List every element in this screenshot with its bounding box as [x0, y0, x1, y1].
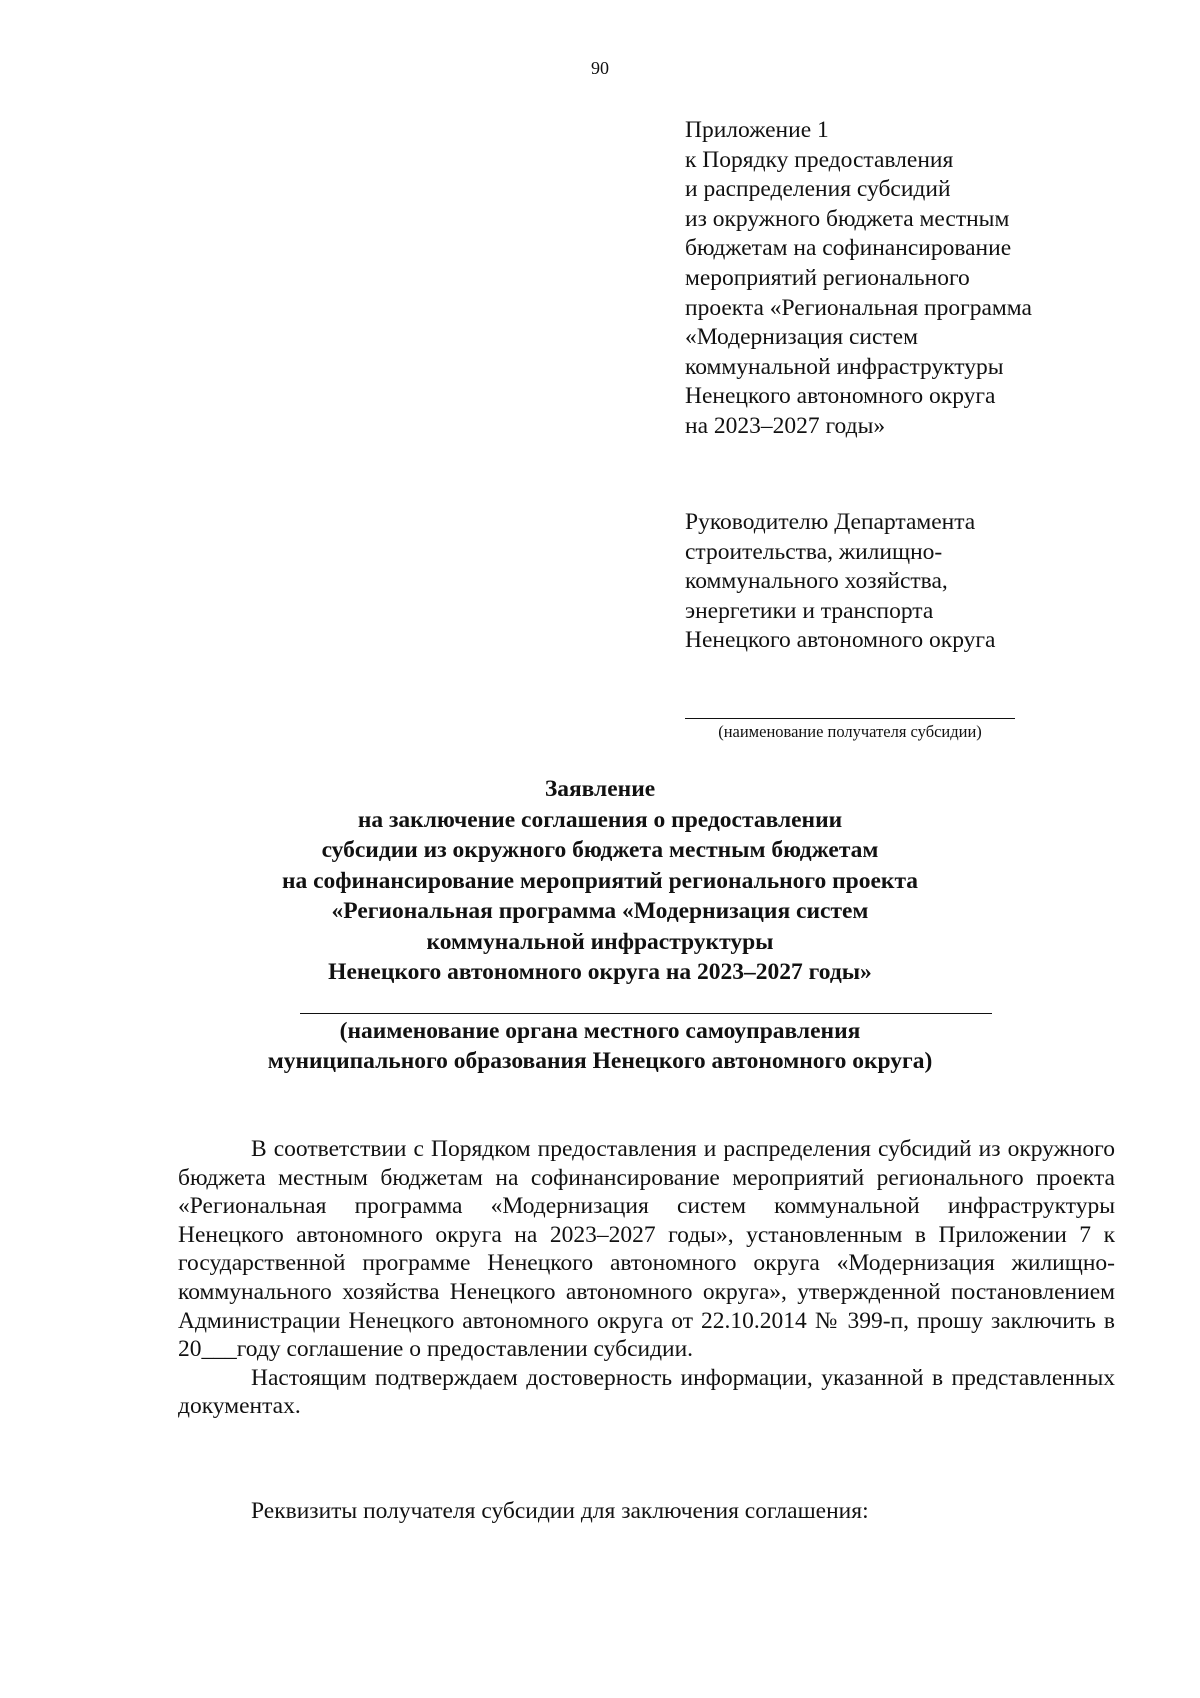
authority-caption-line: (наименование органа местного самоуправления: [339, 1018, 861, 1044]
paragraph-request: В соответствии с Порядком предоставления и распределения субсидий из окружного бюджета местным бюджетам на софинансирование мероприятий регионального проекта «Региональная программа «Модернизация систем коммунальной инфраструктуры Ненецкого автономного округа на 2023–2027 годы», установленным в Приложении 7 к государственной программе Ненецкого автономного округа «Модернизация жилищно-коммунального хозяйства Ненецкого автономного округа», утвержденной постановлением Администрации Ненецкого автономного округа от 22.10.2014 № 399-п, прошу заключить в 20___году соглашение о предоставлении субсидии.: [178, 1136, 1115, 1363]
appendix-header: [685, 116, 1145, 442]
addressee-line: энергетики и транспорта: [685, 597, 934, 624]
title-line: субсидии из окружного бюджета местным бюджетам: [321, 837, 879, 863]
appendix-line: проекта «Региональная программа: [685, 294, 1032, 321]
addressee-block: [685, 508, 1145, 656]
appendix-line: Ненецкого автономного округа: [685, 383, 996, 410]
addressee-line: Ненецкого автономного округа: [685, 627, 996, 654]
appendix-line: из окружного бюджета местным: [685, 205, 1010, 232]
authority-fill-line: [300, 1013, 992, 1014]
appendix-line: «Модернизация систем: [685, 324, 918, 351]
page-number: 90: [591, 58, 609, 78]
appendix-line: мероприятий регионального: [685, 264, 970, 291]
main-text: [178, 1135, 1115, 1421]
addressee-line: Руководителю Департамента: [685, 509, 976, 535]
appendix-line: Приложение 1: [685, 117, 829, 143]
recipient-fill-line: [685, 718, 1015, 719]
appendix-line: к Порядку предоставления: [685, 146, 954, 173]
paragraph-confirmation: Настоящим подтверждаем достоверность информации, указанной в представленных документах.: [178, 1364, 1115, 1420]
authority-caption: [150, 1016, 1050, 1076]
appendix-line: коммунальной инфраструктуры: [685, 353, 1004, 380]
authority-caption-line: муниципального образования Ненецкого автономного округа): [267, 1048, 933, 1074]
title-line: коммунальной инфраструктуры: [426, 928, 774, 955]
appendix-line: и распределения субсидий: [685, 176, 951, 203]
title-line: Заявление: [544, 776, 656, 802]
document-title: [150, 774, 1050, 988]
title-line: «Региональная программа «Модернизация систем: [331, 898, 869, 924]
title-line: Ненецкого автономного округа на 2023–2027 годы»: [328, 959, 872, 985]
addressee-line: коммунального хозяйства,: [685, 568, 948, 595]
title-line: на заключение соглашения о предоставлении: [357, 806, 843, 833]
appendix-line: бюджетам на софинансирование: [685, 235, 1012, 262]
recipient-caption: (наименование получателя субсидии): [718, 722, 982, 741]
requisites-heading: Реквизиты получателя субсидии для заключения соглашения:: [251, 1498, 869, 1524]
addressee-line: строительства, жилищно-: [685, 538, 943, 565]
title-line: на софинансирование мероприятий регионального проекта: [281, 867, 919, 894]
appendix-line: на 2023–2027 годы»: [685, 412, 886, 439]
